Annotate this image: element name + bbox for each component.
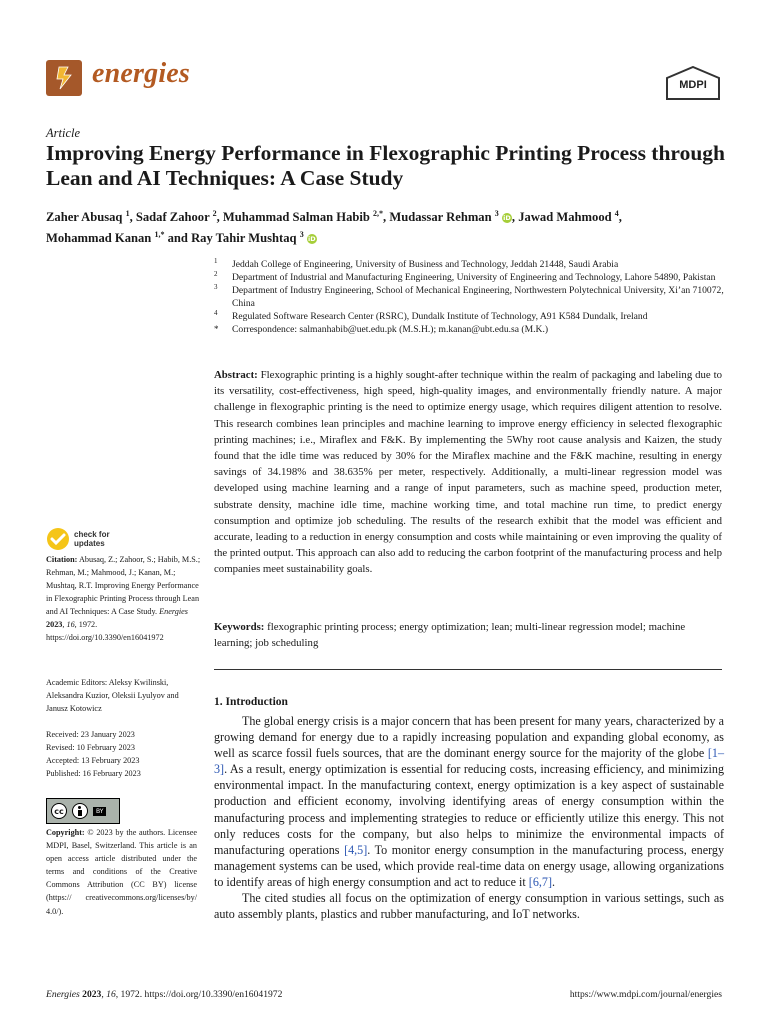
affiliation-text: Regulated Software Research Center (RSRC), Dundalk Institute of Technology, A91 K584 Dundalk, Ireland bbox=[232, 311, 648, 322]
author-name: Jawad Mahmood $^4$ bbox=[518, 209, 619, 225]
affiliation-text: Department of Industrial and Manufacturing Engineering, University of Engineering and Technology, Lahore 54890, Pakistan bbox=[232, 272, 716, 283]
author-affiliation-mark: 3 bbox=[494, 209, 499, 218]
publication-dates bbox=[46, 728, 201, 780]
footer-journal-url[interactable]: https://www.mdpi.com/journal/energies bbox=[569, 989, 722, 1000]
paragraph: The cited studies all focus on the optimization of energy consumption in various settings, such as auto assembly plants, plastics and rubber manufacturing, and IoT networks. bbox=[214, 891, 724, 922]
affiliations bbox=[214, 258, 724, 336]
keywords-text: flexographic printing process; energy optimization; lean; multi-linear regression model; machine learning; job scheduling bbox=[214, 621, 686, 650]
author-name: Muhammad Salman Habib $^{2,*}$ bbox=[222, 209, 384, 225]
paragraph: The global energy crisis is a major concern that has been present for many years, characterized by a growing demand for energy due to a rapidly increasing population and expanding global economy, as well as scarce fossil fuels sources, that are the dominant energy source for the majority of the globe [1–3]. As a result, energy optimization is essential for reducing costs, increasing efficiency, and minimizing environmental impact. In the manufacturing context, energy optimization is a key aspect of sustainable production and efficient economy, involving identifying areas of energy consumption within the manufacturing process and implementing strategies to reduce or efficiently utilize this energy. This not only reduces costs for the company, but also helps to minimize the environmental impacts of manufacturing operations [4,5]. To monitor energy consumption in the manufacturing process, energy management systems can be used, which provide real-time data on energy usage, allowing organizations to identify areas of high energy consumption and act to reduce it [6,7]. bbox=[214, 714, 724, 889]
academic-editors: Academic Editors: Aleksy Kwilinski, Aleksandra Kuzior, Oleksii Lyulyov and Janusz Kotowicz bbox=[46, 678, 179, 713]
journal-name: energies bbox=[92, 58, 191, 89]
cc-by-label: BY bbox=[93, 807, 106, 816]
body-text bbox=[214, 713, 724, 922]
keywords bbox=[214, 619, 722, 651]
journal-logo-icon bbox=[46, 60, 82, 96]
footer-doi-link[interactable]: , 1972. https://doi.org/10.3390/en16041972 bbox=[115, 989, 283, 1000]
affiliation-number: 1 bbox=[214, 257, 218, 265]
publisher-name: MDPI bbox=[679, 79, 707, 91]
citation-doi-link[interactable]: , 1972. https://doi.org/10.3390/en16041972 bbox=[46, 620, 164, 642]
affiliation-text: Jeddah College of Engineering, University of Business and Technology, Jeddah 21448, Saudi Arabia bbox=[232, 259, 619, 270]
reference-link[interactable]: [4,5] bbox=[344, 842, 368, 857]
cc-icon: cc bbox=[51, 803, 67, 819]
orcid-icon[interactable]: iD bbox=[308, 235, 316, 244]
revised-date: Revised: 10 February 2023 bbox=[46, 743, 135, 752]
affiliation-item bbox=[214, 310, 724, 323]
affiliation-text: Department of Industry Engineering, School of Mechanical Engineering, Northwestern Polytechnical University, Xi’an 710072, China bbox=[232, 285, 724, 309]
article-type: Article bbox=[46, 126, 81, 140]
published-date: Published: 16 February 2023 bbox=[46, 769, 141, 778]
check-updates-icon bbox=[46, 527, 70, 551]
paper-title: Improving Energy Performance in Flexographic Printing Process through Lean and AI Techniques: A Case Study bbox=[46, 141, 725, 190]
copyright-label: Copyright: bbox=[46, 828, 85, 837]
author-affiliation-mark: 2 bbox=[212, 209, 217, 218]
correspondence: * Correspondence: salmanhabib@uet.edu.pk (M.S.H.); m.kanan@ubt.edu.sa (M.K.) bbox=[214, 324, 549, 335]
author-affiliation-mark: 1 bbox=[125, 209, 130, 218]
affiliation-number: 4 bbox=[214, 309, 218, 317]
affiliation-item bbox=[214, 284, 724, 310]
check-for-updates-button[interactable]: check for updates bbox=[46, 527, 110, 551]
section-divider bbox=[214, 669, 722, 670]
abstract bbox=[214, 367, 722, 578]
copyright-notice: Copyright: © 2023 by the authors. Licensee MDPI, Basel, Switzerland. This article is an open access article distributed under the terms and conditions of the Creative Commons Attribution (CC BY) license (https:// creativecommons.org/licenses/by/ 4.0/). bbox=[46, 828, 197, 916]
reference-link[interactable]: [6,7] bbox=[528, 874, 552, 889]
attribution-person-icon bbox=[72, 803, 88, 819]
publisher-logo bbox=[666, 66, 720, 100]
abstract-label: Abstract: bbox=[214, 369, 258, 381]
affiliation-number: 2 bbox=[214, 270, 218, 278]
footer-citation: Energies 2023, 16, 1972. https://doi.org/10.3390/en16041972 bbox=[46, 989, 283, 1000]
section-heading: 1. Introduction bbox=[214, 696, 288, 708]
author-name: Zaher Abusaq $^1$ bbox=[46, 209, 130, 225]
abstract-text: Flexographic printing is a highly sought-after technique within the realm of packaging and labeling due to its versatility, cost-effectiveness, high speed, high-quality images, and environmentally friendly nature. A major challenge in flexographic printing is the need to optimize energy usage, which requires diligent attention to resolve. This research combines lean principles and machine learning to improve energy efficiency in selected flexographic printing machines; i.e., Miraflex and F&K. By implementing the 5Why root cause analysis and Kaizen, the study found that the idle time was reduced by 30% for the Miraflex machine and the F&K machine, resulting in energy savings of 34.198% and 38.635% per meter, respectively. Additionally, a multi-linear regression model was developed using machine learning and a range of input parameters, such as machine speed, production meter, substrate density, machine idle time, machine working time, and total machine run time, to predict energy consumption and optimize job scheduling. The results of the research exhibit that the model was efficient and accurate, leading to a reduction in energy consumption and costs while maintaining or even improving the quality of the printed output. This approach can also add to reducing the carbon footprint of the manufacturing process and help companies meet sustainability goals. bbox=[214, 369, 722, 576]
keywords-label: Keywords: bbox=[214, 621, 265, 633]
cc-by-license-badge[interactable] bbox=[46, 798, 120, 824]
affiliation-item bbox=[214, 271, 724, 284]
orcid-icon[interactable]: iD bbox=[503, 214, 511, 223]
reference-link[interactable]: [1–3] bbox=[214, 746, 724, 777]
author-affiliation-mark: 3 bbox=[299, 230, 304, 240]
author-name: Mudassar Rehman $^3$ bbox=[389, 209, 499, 225]
author-affiliation-mark: 1,* bbox=[154, 230, 165, 240]
author-name: Ray Tahir Mushtaq $^3$ bbox=[191, 230, 304, 246]
accepted-date: Accepted: 13 February 2023 bbox=[46, 756, 140, 765]
author-affiliation-mark: 2,* bbox=[373, 209, 384, 218]
affiliation-number: 3 bbox=[214, 283, 218, 291]
author-list: Zaher Abusaq $^1$, Sadaf Zahoor $^2$, Muhammad Salman Habib $^{2,*}$, Mudassar Rehman $^3$ iD, Jawad Mahmood $^4$, Mohammad Kanan $^{1,*}$ and Ray Tahir Mushtaq $^3$ iD bbox=[46, 209, 622, 246]
author-name: Sadaf Zahoor $^2$ bbox=[135, 209, 217, 225]
citation: Citation: Abusaq, Z.; Zahoor, S.; Habib, M.S.; Rehman, M.; Mahmood, J.; Kanan, M.; Mushtaq, R.T. Improving Energy Performance in Flexographic Printing Process through Lean and AI Techniques: A Case Study. Energies 2023, 16, 1972. https://doi.org/10.3390/en16041972 bbox=[46, 555, 201, 642]
received-date: Received: 23 January 2023 bbox=[46, 730, 135, 739]
affiliation-item bbox=[214, 258, 724, 271]
author-affiliation-mark: 4 bbox=[614, 209, 619, 218]
author-name: Mohammad Kanan $^{1,*}$ bbox=[46, 230, 165, 246]
citation-label: Citation: bbox=[46, 555, 78, 564]
